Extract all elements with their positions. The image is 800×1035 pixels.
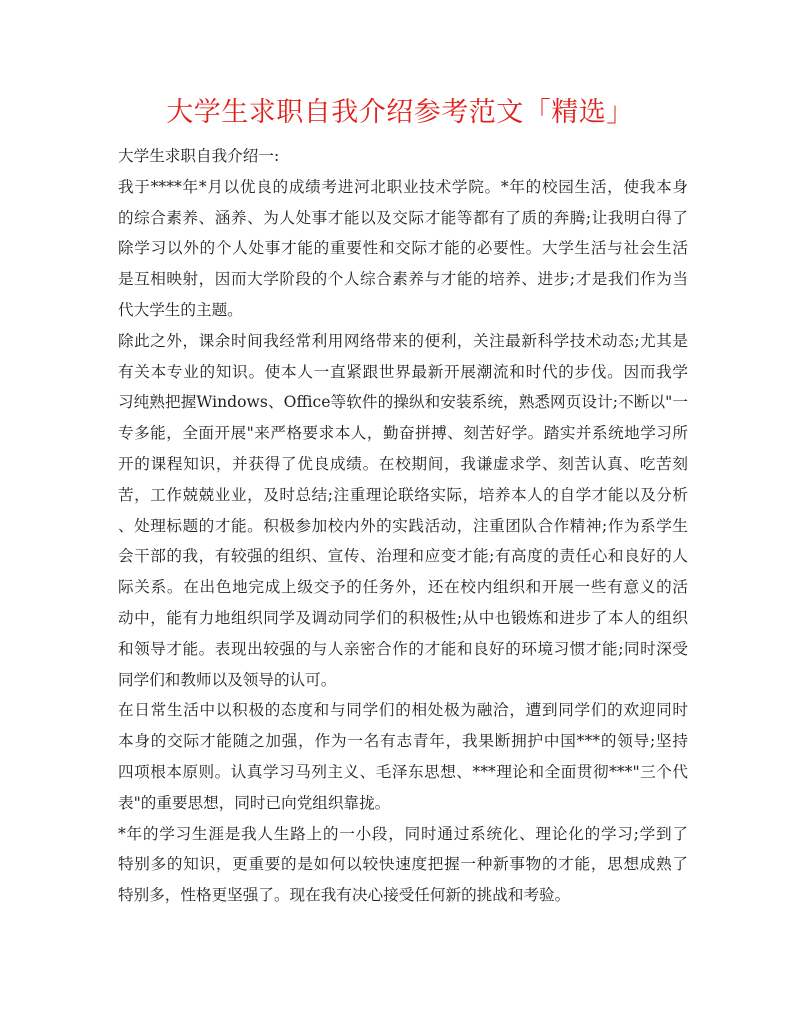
paragraph-line: 有关本专业的知识。使本人一直紧跟世界最新开展潮流和时代的步伐。因而我学 xyxy=(118,362,688,381)
paragraph-line: 在日常生活中以积极的态度和与同学们的相处极为融洽，遭到同学们的欢迎同时 xyxy=(118,701,688,720)
paragraph-line: 代大学生的主题。 xyxy=(118,300,243,319)
paragraph-line: 动中，能有力地组织同学及调动同学们的积极性;从中也锻炼和进步了本人的组织 xyxy=(118,608,688,627)
paragraph-line: 除学习以外的个人处事才能的重要性和交际才能的必要性。大学生活与社会生活 xyxy=(118,239,688,258)
paragraph-line: 专多能，全面开展"来严格要求本人，勤奋拼搏、刻苦好学。踏实并系统地学习所 xyxy=(118,424,688,443)
paragraph-4 xyxy=(118,819,688,911)
paragraph-line: 是互相映射，因而大学阶段的个人综合素养与才能的培养、进步;才是我们作为当 xyxy=(118,270,688,289)
paragraph-line: 苦，工作兢兢业业，及时总结;注重理论联络实际，培养本人的自学才能以及分析 xyxy=(118,485,688,504)
document-body xyxy=(118,141,688,911)
paragraph-line: 和领导才能。表现出较强的与人亲密合作的才能和良好的环境习惯才能;同时深受 xyxy=(118,639,688,658)
paragraph-line: 同学们和教师以及领导的认可。 xyxy=(118,670,337,689)
paragraph-line: 表"的重要思想，同时已向党组织靠拢。 xyxy=(118,793,391,812)
paragraph-line: 四项根本原则。认真学习马列主义、毛泽东思想、***理论和全面贯彻***"三个代 xyxy=(118,762,688,781)
paragraph-2 xyxy=(118,326,688,696)
paragraph-line: 特别多的知识，更重要的是如何以较快速度把握一种新事物的才能，思想成熟了 xyxy=(118,855,688,874)
subtitle-paragraph xyxy=(118,141,688,172)
paragraph-line: *年的学习生涯是我人生路上的一小段，同时通过系统化、理论化的学习;学到了 xyxy=(118,824,688,843)
paragraph-line: 的综合素养、涵养、为人处事才能以及交际才能等都有了质的奔腾;让我明白得了 xyxy=(118,208,688,227)
paragraph-line: 除此之外，课余时间我经常利用网络带来的便利，关注最新科学技术动态;尤其是 xyxy=(118,331,688,350)
paragraph-line: 际关系。在出色地完成上级交予的任务外，还在校内组织和开展一些有意义的活 xyxy=(118,578,688,597)
paragraph-line: 习纯熟把握Windows、Office等软件的操纵和安装系统，熟悉网页设计;不断以"一 xyxy=(118,393,688,412)
paragraph-line: 特别多，性格更坚强了。现在我有决心接受任何新的挑战和考验。 xyxy=(118,886,571,905)
paragraph-line: 、处理标题的才能。积极参加校内外的实践活动，注重团队合作精神;作为系学生 xyxy=(118,516,688,535)
paragraph-line: 开的课程知识，并获得了优良成绩。在校期间，我谦虚求学、刻苦认真、吃苦刻 xyxy=(118,454,688,473)
subtitle-line: 大学生求职自我介绍一: xyxy=(118,147,280,165)
paragraph-1 xyxy=(118,172,688,326)
paragraph-3 xyxy=(118,695,688,818)
paragraph-line: 本身的交际才能随之加强，作为一名有志青年，我果断拥护中国***的领导;坚持 xyxy=(118,732,688,751)
paragraph-line: 我于****年*月以优良的成绩考进河北职业技术学院。*年的校园生活，使我本身 xyxy=(118,177,688,196)
paragraph-line: 会干部的我，有较强的组织、宣传、治理和应变才能;有高度的责任心和良好的人 xyxy=(118,547,688,566)
document-title: 大学生求职自我介绍参考范文「精选」 xyxy=(166,97,634,128)
